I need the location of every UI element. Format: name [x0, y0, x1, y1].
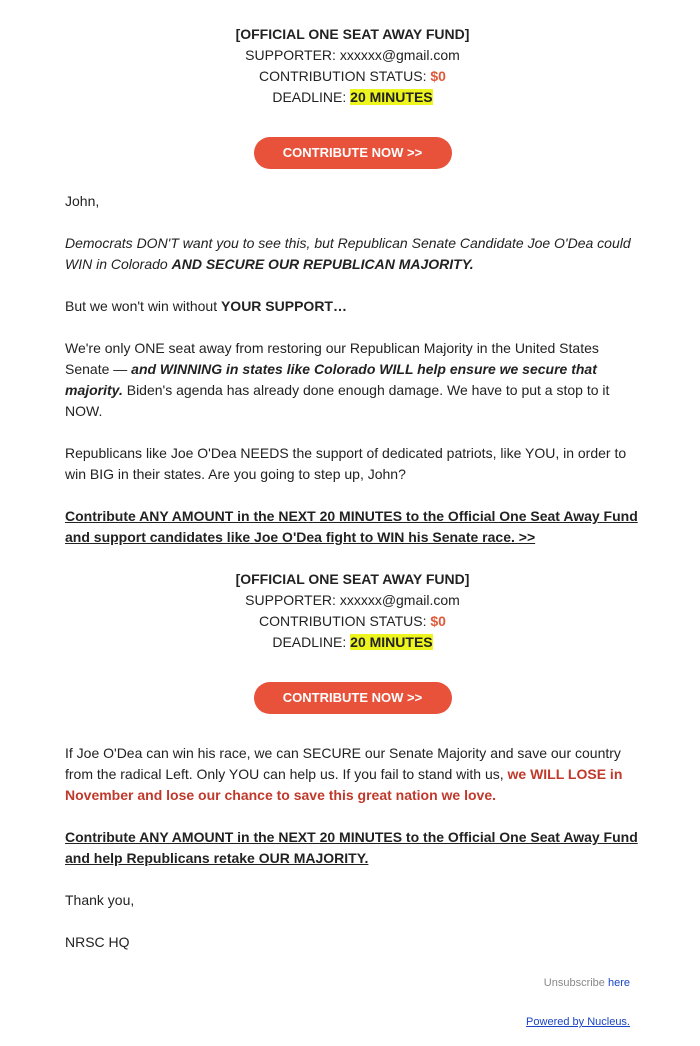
signature: NRSC HQ: [65, 934, 130, 950]
status-line: [65, 611, 640, 632]
status-label: CONTRIBUTION STATUS:: [259, 68, 427, 84]
paragraph-1: [65, 233, 640, 275]
deadline-value: 20 MINUTES: [350, 634, 433, 650]
paragraph-2: [65, 296, 640, 317]
paragraph-5-text: If Joe O'Dea can win his race, we can SECURE our Senate Majority and save our country from the radical Left. Only YOU can help us. If you fail to stand with us,: [65, 745, 621, 782]
supporter-line: [65, 45, 640, 66]
deadline-label: DEADLINE:: [272, 89, 347, 105]
paragraph-3-text: We're only ONE seat away from restoring our Republican Majority in the United States Senate —: [65, 340, 599, 377]
paragraph-5: [65, 743, 640, 806]
paragraph-2-text: But we won't win without: [65, 298, 221, 314]
deadline-line: [65, 87, 640, 108]
greeting: John,: [65, 193, 100, 209]
supporter-label: SUPPORTER:: [245, 47, 336, 63]
paragraph-3-tail: Biden's agenda has already done enough damage. We have to put a stop to it NOW.: [65, 382, 610, 419]
contribute-link-2[interactable]: Contribute ANY AMOUNT in the NEXT 20 MINUTES to the Official One Seat Away Fund and help Republicans retake OUR MAJORITY.: [65, 829, 638, 866]
fund-title: [OFFICIAL ONE SEAT AWAY FUND]: [235, 26, 470, 42]
deadline-value: 20 MINUTES: [350, 89, 433, 105]
paragraph-4: Republicans like Joe O'Dea NEEDS the support of dedicated patriots, like YOU, in order to win BIG in their states. Are you going to step up, John?: [65, 445, 627, 482]
supporter-value: xxxxxx@gmail.com: [339, 47, 460, 63]
status-value: $0: [430, 68, 446, 84]
paragraph-5-red: we WILL LOSE in November and lose our chance to save this great nation we love.: [65, 766, 623, 803]
powered-by-line: [526, 1016, 630, 1028]
unsubscribe-label: Unsubscribe: [543, 977, 605, 989]
paragraph-1-italic: Democrats DON'T want you to see this, but Republican Senate Candidate Joe O'Dea could WIN in Colorado: [65, 235, 631, 272]
status-value: $0: [430, 613, 446, 629]
signoff: Thank you,: [65, 892, 135, 908]
powered-by-link[interactable]: Powered by Nucleus.: [526, 1016, 630, 1028]
contribute-button-top[interactable]: CONTRIBUTE NOW >>: [254, 137, 452, 169]
paragraph-2-bold: YOUR SUPPORT…: [220, 298, 347, 314]
deadline-label: DEADLINE:: [272, 634, 347, 650]
contribute-link-1[interactable]: Contribute ANY AMOUNT in the NEXT 20 MINUTES to the Official One Seat Away Fund and support candidates like Joe O'Dea fight to WIN his Senate race. >>: [65, 508, 638, 545]
fund-box-bottom: [65, 569, 640, 714]
unsubscribe-here-link[interactable]: here: [607, 977, 630, 989]
supporter-value: xxxxxx@gmail.com: [339, 592, 460, 608]
paragraph-1-bold: AND SECURE OUR REPUBLICAN MAJORITY.: [171, 256, 474, 272]
status-label: CONTRIBUTION STATUS:: [259, 613, 427, 629]
unsubscribe-line: [544, 977, 630, 989]
paragraph-3-bold: and WINNING in states like Colorado WILL help ensure we secure that majority.: [65, 361, 597, 398]
deadline-line: [65, 632, 640, 653]
contribute-button-bottom[interactable]: CONTRIBUTE NOW >>: [254, 682, 452, 714]
fund-title: [OFFICIAL ONE SEAT AWAY FUND]: [235, 571, 470, 587]
fund-box-top: [65, 24, 640, 169]
paragraph-3: [65, 338, 640, 422]
supporter-line: [65, 590, 640, 611]
email-body: [65, 24, 640, 953]
supporter-label: SUPPORTER:: [245, 592, 336, 608]
status-line: [65, 66, 640, 87]
